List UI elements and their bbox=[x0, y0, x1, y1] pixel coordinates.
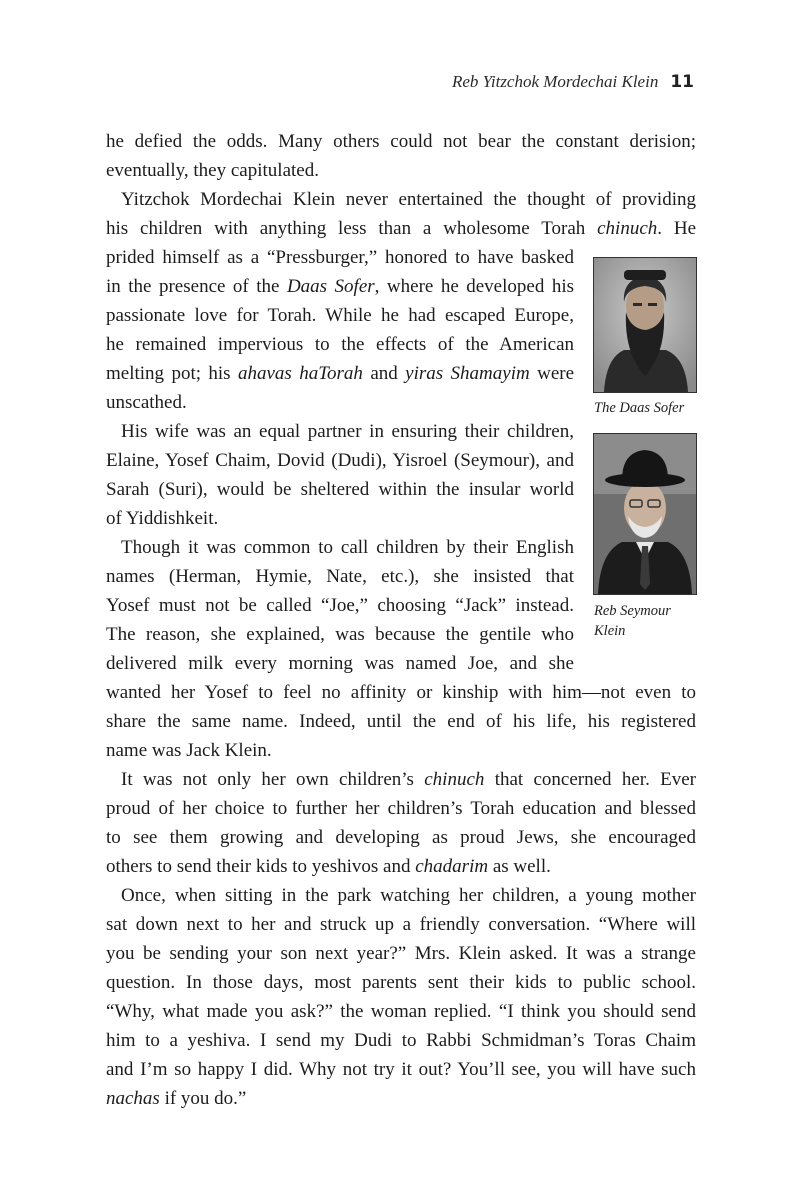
text-run: others to send their kids to yeshivos and bbox=[106, 856, 416, 877]
text-run: Yitzchok Mordechai Klein never entertained the thought of providing bbox=[121, 189, 696, 210]
text-line bbox=[106, 939, 696, 968]
text-line bbox=[106, 185, 696, 214]
running-head bbox=[452, 72, 694, 92]
text-run: sat down next to her and struck up a friendly conversation. “Where will bbox=[106, 914, 696, 935]
text-run: Elaine, Yosef Chaim, Dovid (Dudi), Yisroel (Seymour), and bbox=[106, 450, 574, 471]
italic-term: ahavas haTorah bbox=[237, 363, 363, 384]
text-run: prided himself as a “Pressburger,” honored to have basked bbox=[106, 247, 574, 268]
text-run: proud of her choice to further her children’s Torah education and blessed bbox=[106, 798, 696, 819]
text-line bbox=[106, 1084, 696, 1113]
text-line bbox=[106, 1055, 696, 1084]
portrait-bearded-man-icon bbox=[594, 258, 696, 392]
text-line bbox=[106, 475, 574, 504]
text-line bbox=[106, 301, 574, 330]
italic-term: chadarim bbox=[415, 856, 489, 877]
italic-term: chinuch bbox=[424, 769, 485, 790]
caption-line: Reb Seymour bbox=[594, 603, 671, 619]
text-line bbox=[106, 678, 696, 707]
text-run: It was not only her own children’s bbox=[121, 769, 425, 790]
text-line bbox=[106, 765, 696, 794]
page-number: 11 bbox=[670, 72, 694, 92]
text-line bbox=[106, 417, 574, 446]
text-run: “Why, what made you ask?” the woman replied. “I think you should send bbox=[106, 1001, 696, 1022]
text-run: and bbox=[362, 363, 406, 384]
photo-caption bbox=[594, 601, 704, 641]
text-line bbox=[106, 620, 574, 649]
text-line bbox=[106, 649, 574, 678]
text-run: his children with anything less than a wholesome Torah bbox=[106, 218, 598, 239]
text-line bbox=[106, 214, 696, 243]
text-run: if you do.” bbox=[159, 1088, 247, 1109]
text-line bbox=[106, 1026, 696, 1055]
text-line bbox=[106, 591, 574, 620]
text-run: The reason, she explained, was because the gentile who bbox=[106, 624, 574, 645]
text-line bbox=[106, 968, 696, 997]
text-run: that concerned her. Ever bbox=[484, 769, 696, 790]
text-line bbox=[106, 243, 574, 272]
text-run: unscathed. bbox=[106, 392, 187, 413]
text-run: eventually, they capitulated. bbox=[106, 160, 319, 181]
text-line bbox=[106, 823, 696, 852]
text-run: wanted her Yosef to feel no affinity or kinship with him—not even to bbox=[106, 682, 696, 703]
text-run: share the same name. Indeed, until the end of his life, his registered bbox=[106, 711, 696, 732]
photo-caption: The Daas Sofer bbox=[594, 400, 685, 416]
text-run: Once, when sitting in the park watching her children, a young mother bbox=[121, 885, 696, 906]
text-run: he defied the odds. Many others could not bear the constant derision; bbox=[106, 131, 696, 152]
text-run: you be sending your son next year?” Mrs. Klein asked. It was a strange bbox=[106, 943, 696, 964]
text-run: of Yiddishkeit. bbox=[106, 508, 219, 529]
italic-term: yiras Shamayim bbox=[405, 363, 530, 384]
text-line bbox=[106, 736, 696, 765]
caption-line: Klein bbox=[594, 623, 626, 639]
text-line bbox=[106, 794, 696, 823]
text-line bbox=[106, 852, 696, 881]
text-run: passionate love for Torah. While he had escaped Europe, bbox=[106, 305, 574, 326]
text-run: Though it was common to call children by their English bbox=[121, 537, 574, 558]
photo-reb-seymour-klein bbox=[593, 433, 697, 595]
italic-term: nachas bbox=[106, 1088, 160, 1109]
text-run: in the presence of the bbox=[106, 276, 287, 297]
text-line bbox=[106, 910, 696, 939]
text-line bbox=[106, 272, 574, 301]
text-run: to see them growing and developing as proud Jews, she encouraged bbox=[106, 827, 696, 848]
portrait-man-in-hat-icon bbox=[594, 434, 696, 594]
text-run: as well. bbox=[488, 856, 551, 877]
text-line bbox=[106, 330, 574, 359]
text-run: delivered milk every morning was named Joe, and she bbox=[106, 653, 574, 674]
text-line bbox=[106, 388, 574, 417]
text-run: Yosef must not be called “Joe,” choosing “Jack” instead. bbox=[106, 595, 574, 616]
text-line bbox=[106, 446, 574, 475]
text-run: , where he developed his bbox=[374, 276, 574, 297]
text-run: he remained impervious to the effects of the American bbox=[106, 334, 574, 355]
italic-term: Daas Sofer bbox=[286, 276, 375, 297]
text-run: him to a yeshiva. I send my Dudi to Rabbi Schmidman’s Toras Chaim bbox=[106, 1030, 696, 1051]
text-run: were bbox=[529, 363, 575, 384]
text-line bbox=[106, 533, 574, 562]
text-run: name was Jack Klein. bbox=[106, 740, 272, 761]
text-run: . He bbox=[657, 218, 697, 239]
text-line bbox=[106, 997, 696, 1026]
text-run: names (Herman, Hymie, Nate, etc.), she insisted that bbox=[106, 566, 574, 587]
text-line bbox=[106, 562, 574, 591]
text-run: Sarah (Suri), would be sheltered within the insular world bbox=[106, 479, 574, 500]
text-line bbox=[106, 881, 696, 910]
text-line bbox=[106, 707, 696, 736]
text-run: question. In those days, most parents sent their kids to public school. bbox=[106, 972, 696, 993]
text-run: and I’m so happy I did. Why not try it out? You’ll see, you will have such bbox=[106, 1059, 696, 1080]
text-line bbox=[106, 359, 574, 388]
text-line bbox=[106, 156, 696, 185]
text-run: melting pot; his bbox=[106, 363, 238, 384]
text-line bbox=[106, 504, 574, 533]
text-line bbox=[106, 127, 696, 156]
running-head-title: Reb Yitzchok Mordechai Klein bbox=[452, 72, 659, 91]
italic-term: chinuch bbox=[597, 218, 658, 239]
photo-daas-sofer bbox=[593, 257, 697, 393]
text-run: His wife was an equal partner in ensuring their children, bbox=[121, 421, 574, 442]
